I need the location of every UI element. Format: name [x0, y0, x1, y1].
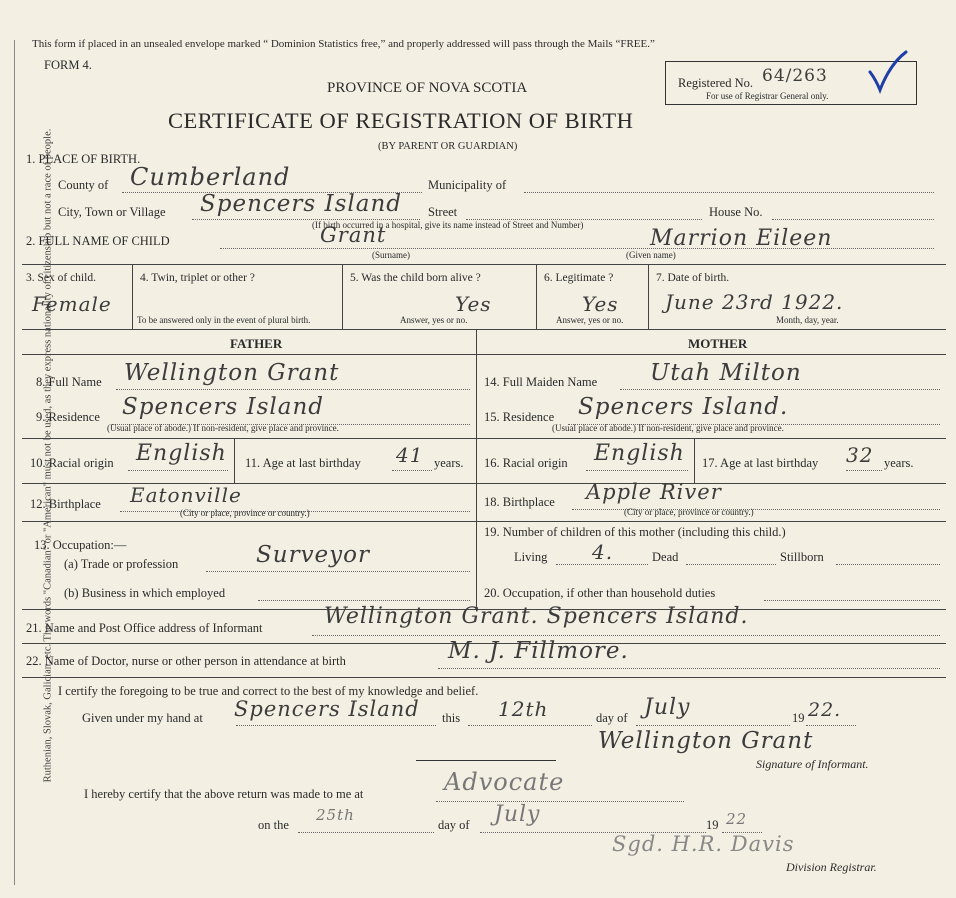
informant-signature-label: Signature of Informant. [756, 757, 869, 771]
place-of-birth-label: 1. PLACE OF BIRTH. [26, 152, 141, 166]
mother-name: Utah Milton [650, 360, 802, 386]
informant-signature: Wellington Grant [598, 728, 814, 754]
form-number: FORM 4. [44, 58, 92, 72]
twin-label: 4. Twin, triplet or other ? [140, 272, 255, 284]
mother-race-label: 16. Racial origin [484, 456, 568, 470]
father-birthplace: Eatonville [130, 483, 242, 507]
registrar-signature: Sgd. H.R. Davis [612, 832, 795, 856]
mother-residence-note: (Usual place of abode.) If non-resident, give place and province. [552, 423, 784, 433]
given-under-label: Given under my hand at [82, 711, 203, 725]
father-trade-label: (a) Trade or profession [64, 557, 179, 571]
legitimate-value: Yes [582, 292, 619, 316]
father-years: years. [434, 456, 464, 470]
given-day: 12th [498, 697, 549, 721]
hospital-note: (If birth occurred in a hospital, give its name instead of Street and Number) [312, 220, 584, 230]
registrar-year: 22 [726, 810, 748, 828]
dob-value: June 23rd 1922. [665, 290, 844, 314]
registered-label: Registered No. [678, 76, 753, 90]
father-trade: Surveyor [256, 542, 371, 568]
registrar-day-of-label: day of [438, 818, 470, 832]
day-of-label: day of [596, 711, 628, 725]
dob-label: 7. Date of birth. [656, 272, 730, 284]
legitimate-note: Answer, yes or no. [556, 315, 624, 325]
county-label: County of [58, 178, 109, 192]
children-count-label: 19. Number of children of this mother (including this child.) [484, 525, 786, 539]
postal-note: This form if placed in an unsealed envelope marked “ Dominion Statistics free,” and properly addressed will pass through the Mails “FREE.” [32, 38, 655, 50]
given-year-prefix: 19 [792, 711, 805, 725]
on-the-label: on the [258, 818, 289, 832]
side-note: Ruthenian, Slovak, Galician, etc. The words "Canadian" or "American" must not be used, as they express nationality of citizenship but not a race of people. [42, 128, 54, 783]
living-label: Living [514, 550, 548, 564]
mother-age: 32 [846, 443, 874, 467]
child-name-label: 2. FULL NAME OF CHILD [26, 234, 170, 248]
mother-occupation-label: 20. Occupation, if other than household duties [484, 586, 716, 600]
registrar-day: 25th [316, 806, 355, 824]
father-residence: Spencers Island [122, 394, 324, 420]
street-label: Street [428, 205, 458, 219]
father-race: English [136, 441, 227, 466]
mother-birthplace-note: (City or place, province or country.) [624, 507, 754, 517]
attendant-value: M. J. Fillmore. [448, 638, 629, 664]
attendant-label: 22. Name of Doctor, nurse or other person in attendance at birth [26, 654, 346, 668]
stillborn-label: Stillborn [780, 550, 824, 564]
sex-label: 3. Sex of child. [26, 272, 96, 284]
twin-note: To be answered only in the event of plural birth. [137, 315, 311, 325]
child-given-name: Marrion Eileen [650, 226, 833, 251]
father-residence-label: 9. Residence [36, 410, 100, 424]
mother-birthplace-label: 18. Birthplace [484, 495, 555, 509]
mother-age-label: 17. Age at last birthday [702, 456, 819, 470]
surname-note: (Surname) [372, 250, 410, 260]
this-label: this [442, 711, 461, 725]
certify-statement: I certify the foregoing to be true and correct to the best of my knowledge and belief. [58, 684, 479, 698]
province-heading: PROVINCE OF NOVA SCOTIA [327, 80, 528, 96]
sex-value: Female [32, 292, 112, 316]
registrar-year-prefix: 19 [706, 818, 719, 832]
informant-label: 21. Name and Post Office address of Informant [26, 621, 263, 635]
registrar-month: July [494, 802, 541, 827]
given-name-note: (Given name) [626, 250, 676, 260]
county-value: Cumberland [130, 163, 291, 191]
legitimate-label: 6. Legitimate ? [544, 272, 614, 284]
alive-value: Yes [455, 292, 492, 316]
living-value: 4. [592, 540, 614, 564]
father-race-label: 10. Racial origin [30, 456, 114, 470]
dead-label: Dead [652, 550, 679, 564]
city-value: Spencers Island [200, 191, 402, 217]
given-place: Spencers Island [234, 697, 420, 721]
given-month: July [644, 695, 691, 720]
registered-number: 64/263 [762, 66, 828, 86]
father-business-label: (b) Business in which employed [64, 586, 226, 600]
father-age: 41 [396, 443, 424, 467]
mother-heading: MOTHER [688, 336, 748, 351]
father-birthplace-label: 12. Birthplace [30, 497, 101, 511]
mother-race: English [594, 441, 685, 466]
father-name-label: 8. Full Name [36, 375, 102, 389]
mother-name-label: 14. Full Maiden Name [484, 375, 598, 389]
child-surname: Grant [320, 223, 387, 247]
given-year: 22. [808, 699, 842, 721]
check-mark-icon [868, 50, 908, 96]
city-label: City, Town or Village [58, 205, 166, 219]
father-residence-note: (Usual place of abode.) If non-resident, give place and province. [107, 423, 339, 433]
alive-label: 5. Was the child born alive ? [350, 272, 481, 284]
registrar-signature-label: Division Registrar. [786, 860, 877, 874]
father-age-label: 11. Age at last birthday [245, 456, 361, 470]
father-occupation-label: 13. Occupation:— [34, 538, 127, 552]
page-title: CERTIFICATE OF REGISTRATION OF BIRTH [168, 108, 634, 133]
informant-value: Wellington Grant. Spencers Island. [324, 604, 749, 629]
father-heading: FATHER [230, 336, 283, 351]
registrar-place: Advocate [444, 768, 565, 796]
father-birthplace-note: (City or place, province or country.) [180, 508, 310, 518]
municipality-label: Municipality of [428, 178, 507, 192]
mother-birthplace: Apple River [586, 480, 722, 504]
dob-note: Month, day, year. [776, 315, 839, 325]
mother-residence: Spencers Island. [578, 394, 789, 420]
registrar-note: For use of Registrar General only. [706, 91, 829, 101]
margin-rule [14, 40, 15, 885]
house-no-label: House No. [709, 205, 763, 219]
alive-note: Answer, yes or no. [400, 315, 468, 325]
registrar-statement: I hereby certify that the above return was made to me at [84, 787, 364, 801]
father-name: Wellington Grant [124, 360, 340, 386]
page-subtitle: (BY PARENT OR GUARDIAN) [378, 141, 518, 152]
mother-years: years. [884, 456, 914, 470]
mother-residence-label: 15. Residence [484, 410, 555, 424]
